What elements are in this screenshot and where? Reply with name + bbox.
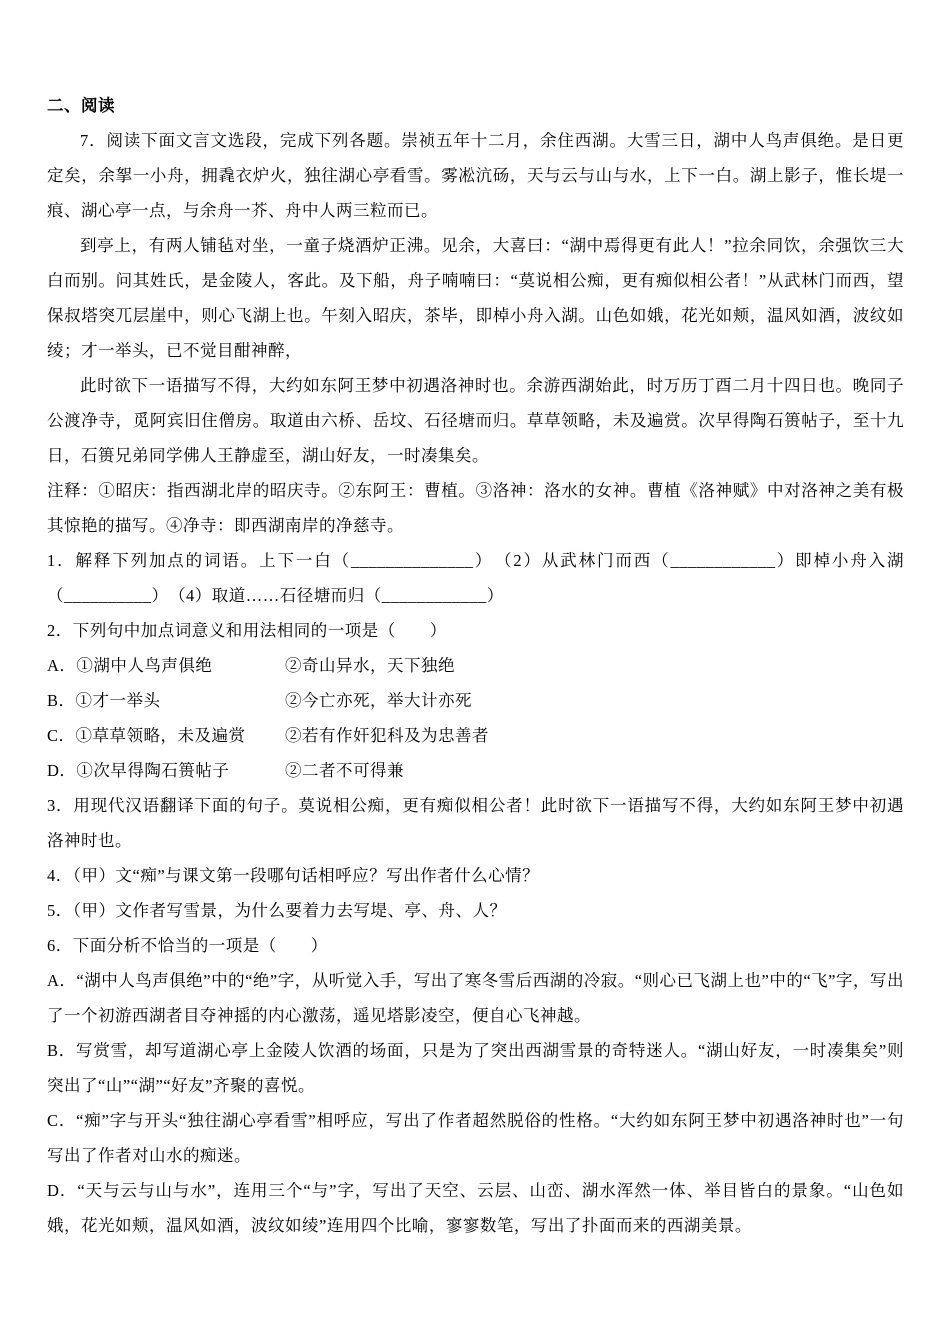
question-6-option-a: A．“湖中人鸟声俱绝”中的“绝”字，从听觉入手，写出了寒冬雪后西湖的冷寂。“则心已飞湖上也”中的“飞”字，写出了一个初游西湖者目夺神摇的内心激荡，遥见塔影凌空，便自心飞神越。 (47, 971, 905, 1025)
passage-paragraph-3: 此时欲下一语描写不得，大约如东阿王梦中初遇洛神时也。余游西湖始此，时万历丁酉二月十四日也。晚同子公渡净寺，觅阿宾旧住僧房。取道由六桥、岳坟、石径塘而归。草草领略，未及遍赏。次早得陶石篑帖子，至十九日，石篑兄弟同学佛人王静虚至，湖山好友，一时凑集矣。 (47, 376, 904, 465)
question-6-option-c: C．“痴”字与开头“独往湖心亭看雪”相呼应，写出了作者超然脱俗的性格。“大约如东阿王梦中初遇洛神时也”一句写出了作者对山水的痴迷。 (47, 1111, 904, 1165)
question-6: 6．下面分析不恰当的一项是（ ） (47, 936, 328, 955)
question-2-option-b (47, 683, 904, 718)
question-3: 3．用现代汉语翻译下面的句子。莫说相公痴，更有痴似相公者！此时欲下一语描写不得，大约如东阿王梦中初遇洛神时也。 (47, 796, 904, 850)
option-column-2: ②奇山异水，天下独绝 (285, 656, 455, 675)
option-column-1: C．①草草领略，未及遍赏 (47, 726, 246, 745)
option-column-2: ②今亡亦死，举大计亦死 (285, 691, 472, 710)
option-column-2: ②二者不可得兼 (285, 761, 404, 780)
question-2-option-a (47, 648, 904, 683)
document-body (47, 88, 904, 1243)
question-2-option-c (47, 718, 904, 753)
question-4: 4．（甲）文“痴”与课文第一段哪句话相呼应？写出作者什么心情？ (47, 866, 540, 885)
passage-paragraph-2: 到亭上，有两人铺毡对坐，一童子烧酒炉正沸。见余，大喜曰：“湖中焉得更有此人！”拉余同饮，余强饮三大白而别。问其姓氏，是金陵人，客此。及下船，舟子喃喃曰：“莫说相公痴，更有痴似相公者！”从武林门而西，望保叔塔突兀层崖中，则心飞湖上也。午刻入昭庆，茶毕，即棹小舟入湖。山色如娥，花光如颊，温风如酒，波纹如绫；才一举头，已不觉目酣神醉， (47, 236, 904, 360)
option-column-1: B．①才一举头 (47, 691, 161, 710)
question-2-option-d (47, 753, 904, 788)
option-column-1: A．①湖中人鸟声俱绝 (47, 656, 213, 675)
option-column-1: D．①次早得陶石篑帖子 (47, 761, 230, 780)
question-2: 2．下列句中加点词意义和用法相同的一项是（ ） (47, 621, 447, 640)
passage-notes: 注释：①昭庆：指西湖北岸的昭庆寺。②东阿王：曹植。③洛神：洛水的女神。曹植《洛神赋》中对洛神之美有极其惊艳的描写。④净寺：即西湖南岸的净慈寺。 (47, 481, 904, 535)
option-column-2: ②若有作奸犯科及为忠善者 (285, 726, 489, 745)
question-6-option-b: B．写赏雪，却写道湖心亭上金陵人饮酒的场面，只是为了突出西湖雪景的奇特迷人。“湖山好友，一时凑集矣”则突出了“山”“湖”“好友”齐聚的喜悦。 (47, 1041, 904, 1095)
question-5: 5．（甲）文作者写雪景，为什么要着力去写堤、亭、舟、人？ (47, 901, 507, 920)
section-heading: 二、阅读 (47, 96, 115, 115)
question-1: 1．解释下列加点的词语。上下一白（______________） （2）从武林门而西（____________）即棹小舟入湖（__________） （4）取道……石径塘而归（____________） (47, 551, 904, 605)
question-6-option-d: D．“天与云与山与水”，连用三个“与”字，写出了天空、云层、山峦、湖水浑然一体、举目皆白的景象。“山色如娥，花光如颊，温风如酒，波纹如绫”连用四个比喻，寥寥数笔，写出了扑面而来的西湖美景。 (47, 1181, 904, 1235)
passage-paragraph-1: 7．阅读下面文言文选段，完成下列各题。崇祯五年十二月，余住西湖。大雪三日，湖中人鸟声俱绝。是日更定矣，余挐一小舟，拥毳衣炉火，独往湖心亭看雪。雾凇沆砀，天与云与山与水，上下一白。湖上影子，惟长堤一痕、湖心亭一点，与余舟一芥、舟中人两三粒而已。 (47, 131, 904, 220)
